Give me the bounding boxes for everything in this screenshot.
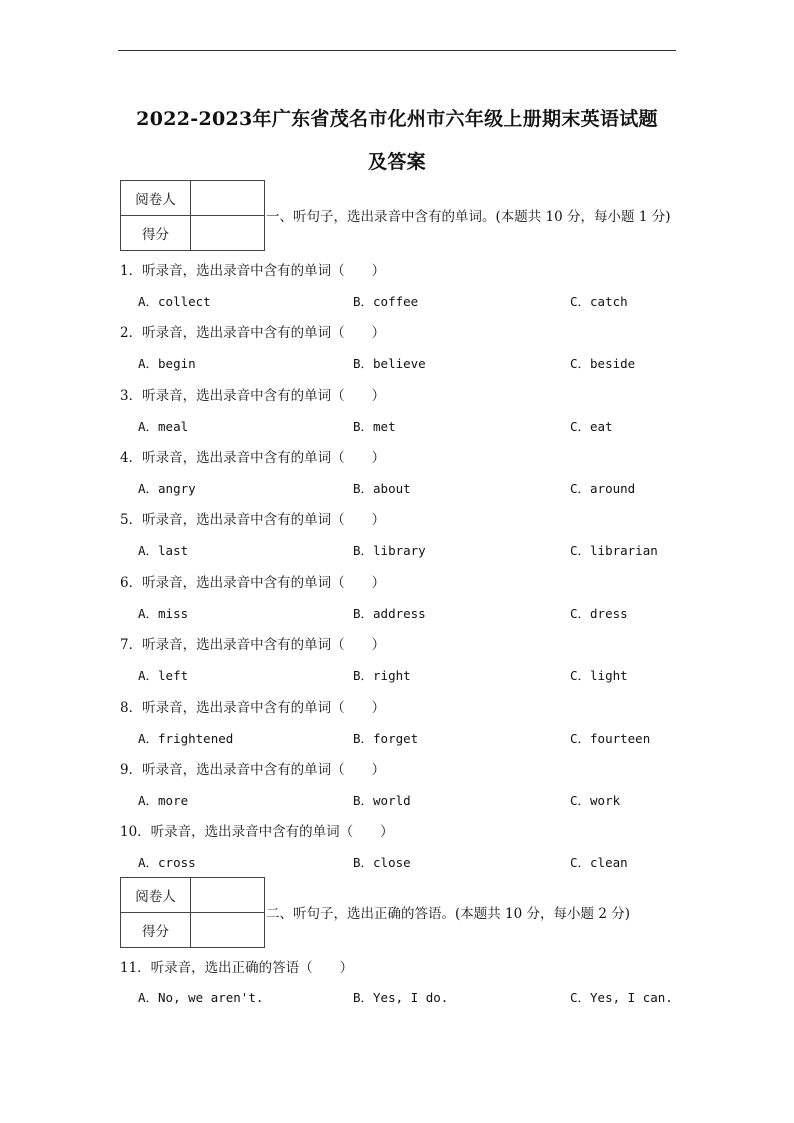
score-field[interactable]: [191, 216, 264, 251]
option-c[interactable]: C．catch: [570, 294, 628, 309]
options-row: [138, 417, 698, 435]
option-c[interactable]: C．eat: [570, 419, 613, 434]
options-row: [138, 988, 698, 1006]
section-heading: 一、听句子，选出录音中含有的单词。(本题共 10 分，每小题 1 分): [266, 209, 671, 225]
option-b[interactable]: B．right: [353, 668, 411, 683]
option-a[interactable]: A．begin: [138, 356, 196, 371]
header-rule: [118, 50, 676, 51]
option-a[interactable]: A．angry: [138, 481, 196, 496]
option-b[interactable]: B．library: [353, 543, 426, 558]
options-row: [138, 853, 698, 871]
question-text: 7．听录音，选出录音中含有的单词（ ）: [120, 637, 386, 653]
option-c[interactable]: C．around: [570, 481, 636, 496]
question-text: 9．听录音，选出录音中含有的单词（ ）: [120, 762, 386, 778]
question-text: 5．听录音，选出录音中含有的单词（ ）: [120, 512, 386, 528]
question-text: 11．听录音，选出正确的答语（ ）: [120, 960, 354, 976]
question-text: 8．听录音，选出录音中含有的单词（ ）: [120, 700, 386, 716]
option-c[interactable]: C．dress: [570, 606, 628, 621]
option-b[interactable]: B．forget: [353, 731, 419, 746]
option-a[interactable]: A．last: [138, 543, 189, 558]
options-row: [138, 354, 698, 372]
reviewer-label: 阅卷人: [121, 181, 191, 216]
question-text: 6．听录音，选出录音中含有的单词（ ）: [120, 575, 386, 591]
question-text: 2．听录音，选出录音中含有的单词（ ）: [120, 325, 386, 341]
option-b[interactable]: B．coffee: [353, 294, 419, 309]
document-title: 2022-2023年广东省茂名市化州市六年级上册期末英语试题: [136, 108, 658, 130]
score-label: 得分: [121, 913, 191, 948]
option-c[interactable]: C．work: [570, 793, 621, 808]
option-b[interactable]: B．Yes, I do.: [353, 990, 449, 1005]
option-c[interactable]: C．clean: [570, 855, 628, 870]
question-text: 10．听录音，选出录音中含有的单词（ ）: [120, 824, 394, 840]
options-row: [138, 479, 698, 497]
option-a[interactable]: A．left: [138, 668, 189, 683]
question-text: 3．听录音，选出录音中含有的单词（ ）: [120, 388, 386, 404]
option-a[interactable]: A．more: [138, 793, 189, 808]
option-a[interactable]: A．frightened: [138, 731, 234, 746]
section-heading: 二、听句子，选出正确的答语。(本题共 10 分，每小题 2 分): [266, 906, 630, 922]
score-box: [120, 180, 265, 251]
options-row: [138, 604, 698, 622]
reviewer-label: 阅卷人: [121, 878, 191, 913]
options-row: [138, 292, 698, 310]
options-row: [138, 666, 698, 684]
option-b[interactable]: B．close: [353, 855, 411, 870]
option-b[interactable]: B．about: [353, 481, 411, 496]
options-row: [138, 729, 698, 747]
reviewer-field[interactable]: [191, 181, 264, 216]
option-c[interactable]: C．beside: [570, 356, 636, 371]
option-c[interactable]: C．fourteen: [570, 731, 651, 746]
question-text: 1．听录音，选出录音中含有的单词（ ）: [120, 263, 386, 279]
option-c[interactable]: C．light: [570, 668, 628, 683]
option-a[interactable]: A．cross: [138, 855, 196, 870]
options-row: [138, 541, 698, 559]
score-field[interactable]: [191, 913, 264, 948]
option-b[interactable]: B．world: [353, 793, 411, 808]
options-row: [138, 791, 698, 809]
reviewer-field[interactable]: [191, 878, 264, 913]
option-b[interactable]: B．address: [353, 606, 426, 621]
option-a[interactable]: A．miss: [138, 606, 189, 621]
option-a[interactable]: A．meal: [138, 419, 189, 434]
option-b[interactable]: B．met: [353, 419, 396, 434]
document-title-continued: 及答案: [368, 151, 426, 173]
score-box: [120, 877, 265, 948]
score-label: 得分: [121, 216, 191, 251]
option-c[interactable]: C．librarian: [570, 543, 658, 558]
question-text: 4．听录音，选出录音中含有的单词（ ）: [120, 450, 386, 466]
option-c[interactable]: C．Yes, I can.: [570, 990, 673, 1005]
option-a[interactable]: A．No, we aren't.: [138, 990, 264, 1005]
option-b[interactable]: B．believe: [353, 356, 426, 371]
option-a[interactable]: A．collect: [138, 294, 211, 309]
